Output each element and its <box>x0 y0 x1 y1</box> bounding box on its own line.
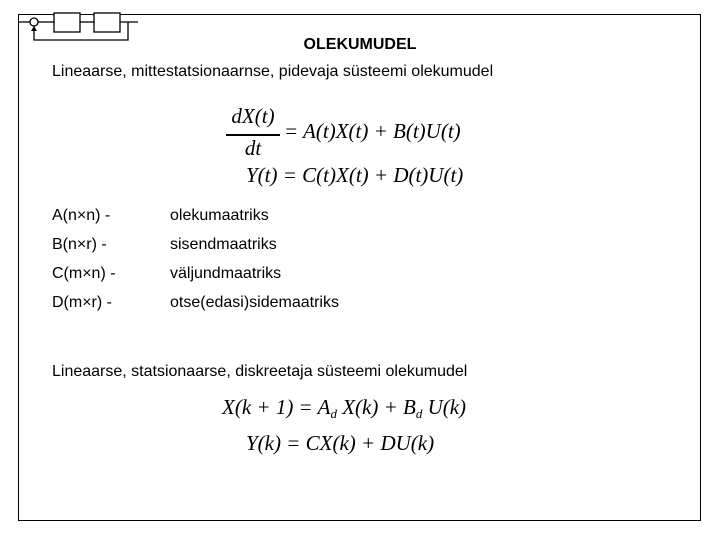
matrix-symbol: B(n×r) - <box>52 236 107 253</box>
matrix-symbol: A(n×n) - <box>52 207 111 224</box>
eq1-numerator: dX(t) <box>231 104 275 128</box>
discrete-heading: Lineaarse, statsionaarse, diskreetaja süsteemi olekumudel <box>52 363 468 380</box>
eq-part: X(k) + B <box>342 395 416 419</box>
discrete-equation-1 <box>222 395 466 422</box>
subscript: d <box>415 406 423 421</box>
matrix-description: sisendmaatriks <box>170 236 277 253</box>
matrix-symbol: D(m×r) - <box>52 294 112 311</box>
matrix-description: olekumaatriks <box>170 207 269 224</box>
matrix-description: otse(edasi)sidemaatriks <box>170 294 339 311</box>
eq-part: U(k) <box>427 395 467 419</box>
page-title: OLEKUMUDEL <box>303 36 417 53</box>
eq1-rhs: = A(t)X(t) + B(t)U(t) <box>284 119 461 143</box>
eq1-denominator: dt <box>244 136 262 160</box>
subscript: d <box>330 406 337 421</box>
matrix-description: väljundmaatriks <box>170 265 282 282</box>
eq-part: X(k + 1) = A <box>222 395 331 419</box>
continuous-equation-2: Y(t) = C(t)X(t) + D(t)U(t) <box>246 163 464 187</box>
discrete-equation-2: Y(k) = CX(k) + DU(k) <box>246 431 435 455</box>
matrix-symbol: C(m×n) - <box>52 265 116 282</box>
continuous-heading: Lineaarse, mittestatsionaarnse, pidevaja süsteemi olekumudel <box>52 63 494 80</box>
